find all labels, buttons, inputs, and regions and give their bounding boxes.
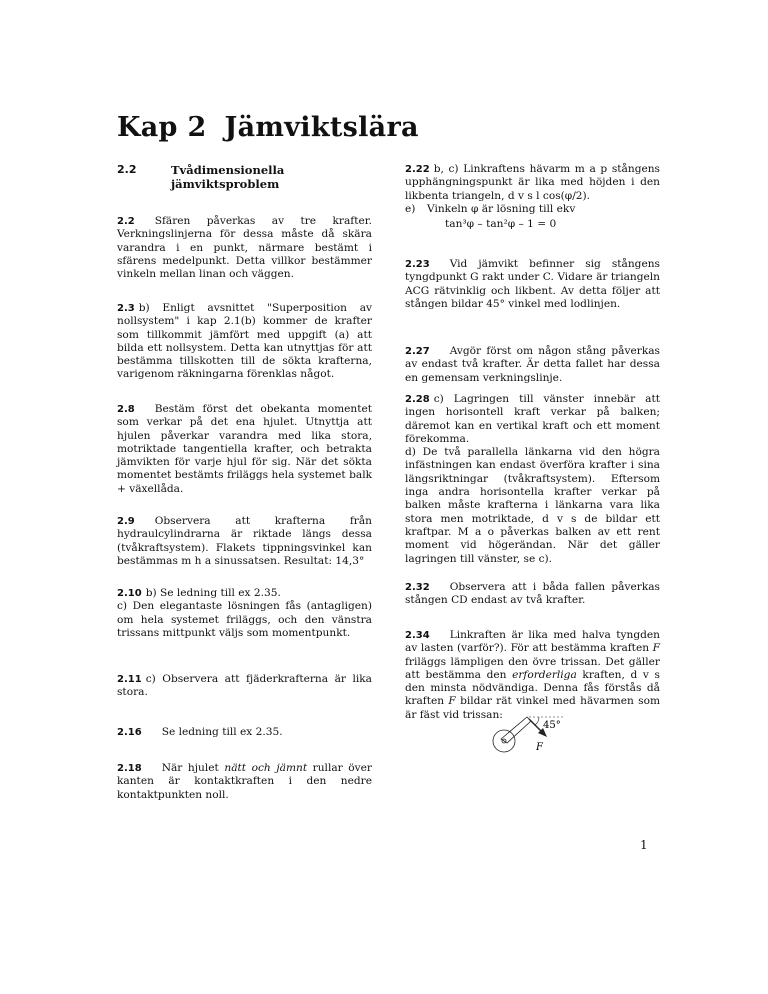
hint-text: Observera att krafterna från hydraulcylindrarna är riktade längs dessa (tvåkraftsystem). Flakets tippningsvinkel kan bestämmas m h a sinussatsen. Resultat: 14,3° [117, 515, 372, 567]
hint-text: c) Lagringen till vänster innebär att ingen horisontell kraft verkar på balken; däremot kan en vertikal kraft och ett moment förekomma. [405, 393, 660, 445]
hint-text: Bestäm först det obekanta momentet som verkar på det ena hjulet. Utnyttja att hjulen påverkar varandra med lika stora, motriktade tangentiella krafter, och betrakta jämvikten för varje hjul för sig. När det sökta momentet bestämts friläggs hela systemet balk + växellåda. [117, 403, 372, 495]
hint-text: b) Enligt avsnittet "Superposition av nollsystem" i kap 2.1(b) kommer de krafter som tillkommit jämfört med uppgift (a) att bilda ett nollsystem. Detta kan utnyttjas för att bestämma tillskotten till de sökta krafterna, varigenom räkningarna förenklas något. [117, 302, 372, 381]
hint-2-2 [117, 215, 372, 281]
hint-label: 2.22 [405, 164, 430, 175]
hint-text: friläggs lämpligen den övre trissan. Det gäller att bestämma den [405, 655, 660, 681]
equation: tan³φ – tan²φ – 1 = 0 [445, 218, 557, 231]
hint-text: Se ledning till ex 2.35. [161, 726, 283, 738]
hint-2-28 [405, 393, 660, 566]
pulley-figure [485, 712, 585, 757]
hint-label: 2.11 [117, 674, 142, 685]
hint-text: kraften, d v s den minsta nödvändiga. Denna fås förstås då kraften [405, 668, 660, 708]
hint-label: 2.28 [405, 394, 430, 405]
hint-label: 2.32 [405, 582, 430, 593]
hint-text: Sfären påverkas av tre krafter. Verkningslinjerna för dessa måste då skära varandra i en punkt, närmare bestämt i sfärens medelpunkt. Detta villkor bestämmer vinkeln mellan linan och väggen. [117, 215, 372, 281]
hint-text-e: Vinkeln φ är lösning till ekv [427, 202, 576, 215]
hint-text-d: d) De två parallella länkarna vid den högra infästningen kan endast överföra krafter i sina längsriktningar (tvåkraftsystem). Eftersom inga andra horisontella krafter verkar på balken måste krafterna i länkarna vara lika stora men motriktade, d v s de bildar ett kraftpar. M a o påverkas balken av ett rent moment vid högerändan. När det gäller lagringen till vänster, se c). [405, 446, 660, 565]
chapter-title: Jämviktslära [224, 112, 419, 143]
chapter-heading [117, 112, 419, 143]
hint-sublabel: e) [405, 202, 416, 215]
hint-label: 2.23 [405, 259, 430, 270]
hint-2-9 [117, 515, 372, 568]
angle-label: 45° [543, 720, 561, 731]
hint-text: Linkraften är lika med halva tyngden av lasten (varför?). För att bestämma kraften [405, 629, 660, 655]
hint-2-34 [405, 629, 660, 722]
hint-label: 2.10 [117, 588, 142, 599]
hint-text: Vid jämvikt befinner sig stångens tyngdpunkt G rakt under C. Vidare är triangeln ACG rätvinklig och likbent. Av detta följer att stången bildar 45° vinkel med lodlinjen. [405, 258, 660, 310]
section-number: 2.2 [117, 163, 137, 176]
hint-label: 2.8 [117, 404, 135, 415]
hint-text: bildar rät vinkel med hävarmen som är fäst vid trissan: [405, 695, 660, 721]
chapter-number: Kap 2 [117, 112, 207, 143]
hint-2-3 [117, 302, 372, 382]
section-heading [117, 163, 372, 191]
page-number: 1 [640, 838, 648, 852]
hint-text: När hjulet [161, 762, 225, 774]
hint-text: b, c) Linkraftens hävarm m a p stångens upphängningspunkt är lika med höjden i den likbenta triangeln, d v s l cos(φ/2). [405, 163, 660, 202]
hint-label: 2.27 [405, 346, 430, 357]
hint-2-11 [117, 673, 372, 700]
hint-2-16 [117, 726, 372, 739]
hint-emphasis: erforderliga [512, 668, 577, 681]
hint-label: 2.3 [117, 303, 135, 314]
hint-text: Observera att i båda fallen påverkas stången CD endast av två krafter. [405, 581, 660, 607]
hint-text: c) Observera att fjäderkrafterna är lika stora. [117, 673, 372, 699]
hint-2-18 [117, 762, 372, 802]
hint-text: rullar över kanten är kontaktkraften i den nedre kontaktpunkten noll. [117, 762, 373, 801]
hint-2-22 [405, 163, 660, 231]
hint-2-32 [405, 581, 660, 608]
hint-text: Avgör först om någon stång påverkas av endast två krafter. Är detta fallet har dessa en gemensam verkningslinje. [405, 345, 660, 384]
hint-label: 2.34 [405, 630, 430, 641]
hint-2-27 [405, 345, 660, 385]
hint-2-23 [405, 258, 660, 311]
force-label: F [536, 742, 543, 753]
angle-arc [535, 717, 539, 725]
hint-2-10 [117, 587, 372, 640]
hint-label: 2.2 [117, 216, 135, 227]
section-title-line1: Tvådimensionella [171, 163, 285, 177]
hint-text: b) Se ledning till ex 2.35. [145, 587, 281, 599]
force-symbol: F [448, 695, 456, 708]
hint-label: 2.9 [117, 516, 135, 527]
hint-label: 2.18 [117, 763, 142, 774]
hint-label: 2.16 [117, 727, 142, 738]
hint-text-c: c) Den elegantaste lösningen fås (antagligen) om hela systemet friläggs, och den vänstra trissans mittpunkt väljs som momentpunkt. [117, 600, 372, 639]
force-symbol: F [652, 642, 660, 655]
hint-2-8 [117, 403, 372, 496]
section-title-line2: jämviktsproblem [171, 177, 280, 191]
hint-emphasis: nätt och jämnt [224, 762, 308, 774]
